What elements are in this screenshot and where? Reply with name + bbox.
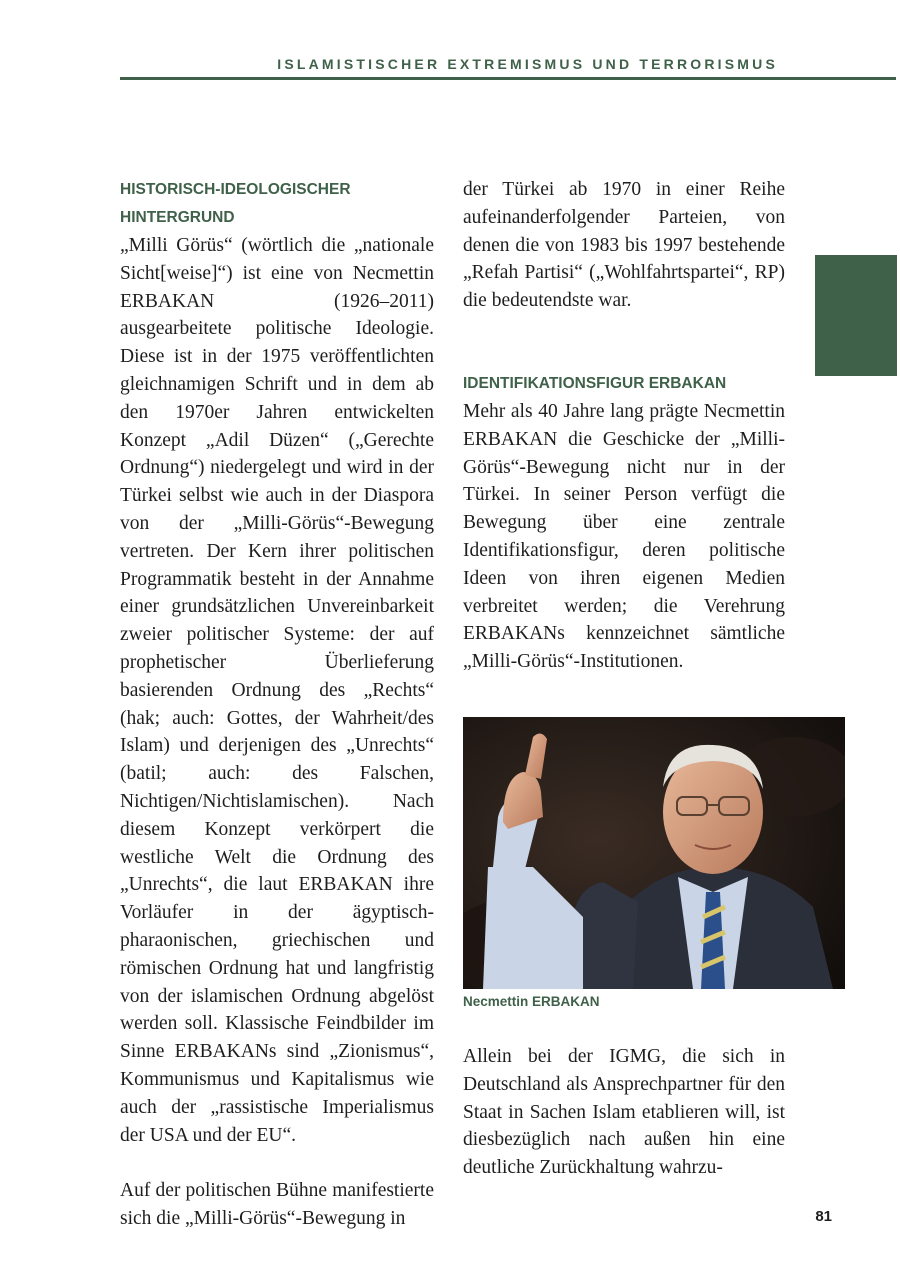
photo-caption: Necmettin ERBAKAN (463, 994, 600, 1009)
paragraph-refah-partisi: der Türkei ab 1970 in einer Reihe aufeinanderfolgender Parteien, von denen die von 1983 bis 1997 bestehende „Refah Partisi“ („Wohlfahrtspartei“, RP) die bedeutendste war. (463, 179, 785, 312)
left-column (120, 176, 434, 1233)
paragraph-identification-figure: Mehr als 40 Jahre lang prägte Necmettin ERBAKAN die Geschicke der „Milli-Görüs“-Bewegung nicht nur in der Türkei. In seiner Person verfügt die Bewegung über eine zentrale Identifikationsfigur, deren politische Ideen von ihren eigenen Medien verbreitet werden; die Verehrung ERBAKANs kennzeichnet sämtliche „Milli-Görüs“-Institutionen. (463, 400, 785, 673)
section-heading-erbakan: IDENTIFIKATIONSFIGUR ERBAKAN (463, 374, 727, 392)
right-column-bottom (463, 1043, 785, 1182)
section-heading-historical: HISTORISCH-IDEOLOGISCHER HINTERGRUND (120, 181, 351, 226)
page-number: 81 (815, 1208, 832, 1225)
paragraph-political-stage: Auf der politischen Bühne manifestierte sich die „Milli-Görüs“-Bewegung in (120, 1180, 434, 1230)
running-header: ISLAMISTISCHER EXTREMISMUS UND TERRORISMUS (120, 54, 896, 80)
paragraph-milli-goerues-ideology: „Milli Görüs“ (wörtlich die „nationale Sicht[weise]“) ist eine von Necmettin ERBAKAN (1926–2011) ausgearbeitete politische Ideologie. Diese ist in der 1975 veröffentlichten gleichnamigen Schrift und in dem ab den 1970er Jahren entwickelten Konzept „Adil Düzen“ („Gerechte Ordnung“) niedergelegt und wird in der Türkei selbst wie auch in der Diaspora von der „Milli-Görüs“-Bewegung vertreten. Der Kern ihrer politischen Programmatik besteht in der Annahme einer grundsätzlichen Unvereinbarkeit zweier politischer Systeme: der auf prophetischer Überlieferung basierenden Ordnung des „Rechts“ (hak; auch: Gottes, der Wahrheit/des Islam) und derjenigen des „Unrechts“ (batil; auch: des Falschen, Nichtigen/Nichtislamischen). Nach diesem Konzept verkörpert die westliche Welt die Ordnung des „Unrechts“, die laut ERBAKAN ihre Vorläufer in der ägyptisch-pharaonischen, griechischen und römischen Ordnung hat und langfristig von der islamischen Ordnung abgelöst werden soll. Klassische Feindbilder im Sinne ERBAKANs sind „Zionismus“, Kommunismus und Kapitalismus wie auch der „rassistische Imperialismus der USA und der EU“. (120, 235, 434, 1146)
paragraph-igmg: Allein bei der IGMG, die sich in Deutschland als Ansprechpartner für den Staat in Sachen Islam etablieren will, ist diesbezüglich nach außen hin eine deutliche Zurückhaltung wahrzu- (463, 1046, 785, 1179)
chapter-tab-marker (815, 255, 897, 376)
erbakan-photo (463, 717, 845, 989)
right-column-top (463, 176, 785, 676)
